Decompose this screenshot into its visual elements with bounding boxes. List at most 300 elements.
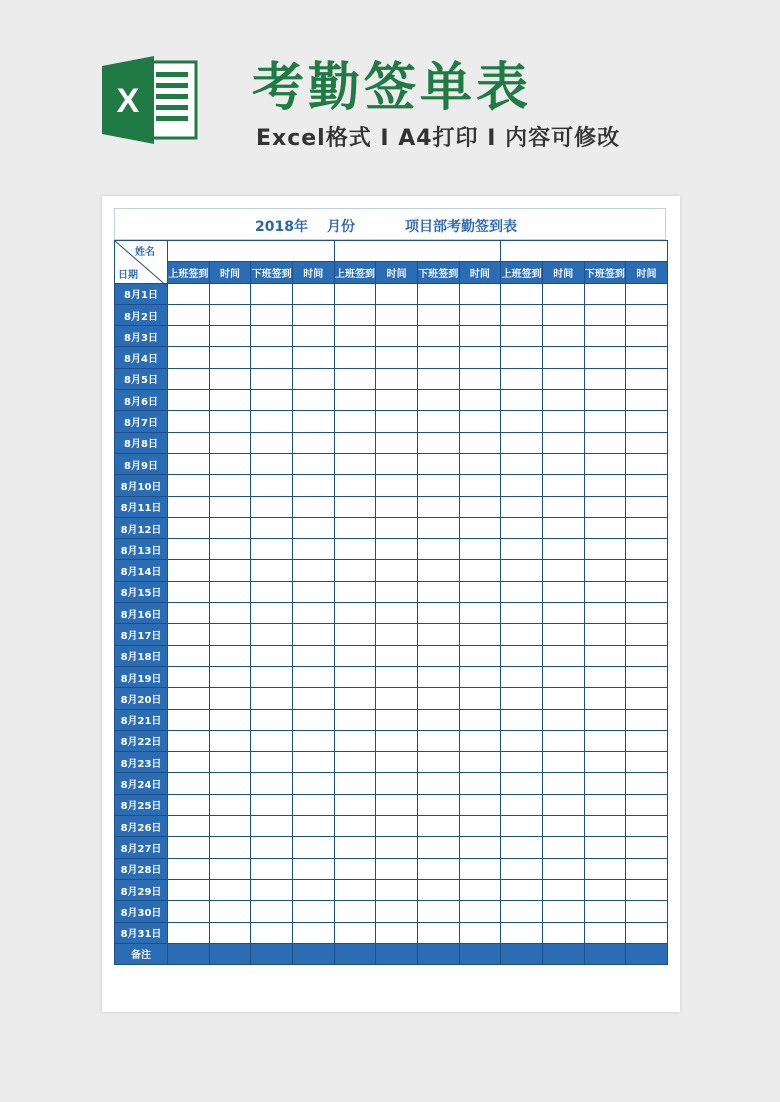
attendance-cell[interactable] [292, 816, 334, 837]
attendance-cell[interactable] [501, 453, 543, 474]
attendance-cell[interactable] [251, 496, 293, 517]
attendance-cell[interactable] [292, 752, 334, 773]
attendance-cell[interactable] [626, 858, 668, 879]
attendance-cell[interactable] [334, 794, 376, 815]
attendance-cell[interactable] [334, 773, 376, 794]
attendance-cell[interactable] [376, 901, 418, 922]
attendance-cell[interactable] [376, 496, 418, 517]
attendance-cell[interactable] [292, 304, 334, 325]
attendance-cell[interactable] [251, 347, 293, 368]
attendance-cell[interactable] [292, 666, 334, 687]
attendance-cell[interactable] [584, 688, 626, 709]
attendance-cell[interactable] [417, 496, 459, 517]
attendance-cell[interactable] [542, 560, 584, 581]
attendance-cell[interactable] [459, 432, 501, 453]
attendance-cell[interactable] [542, 752, 584, 773]
attendance-cell[interactable] [376, 475, 418, 496]
attendance-cell[interactable] [459, 603, 501, 624]
attendance-cell[interactable] [459, 752, 501, 773]
attendance-cell[interactable] [417, 411, 459, 432]
attendance-cell[interactable] [542, 879, 584, 900]
attendance-cell[interactable] [334, 517, 376, 538]
attendance-cell[interactable] [626, 730, 668, 751]
attendance-cell[interactable] [626, 709, 668, 730]
attendance-cell[interactable] [292, 837, 334, 858]
attendance-cell[interactable] [501, 922, 543, 943]
attendance-cell[interactable] [209, 539, 251, 560]
attendance-cell[interactable] [501, 347, 543, 368]
attendance-cell[interactable] [417, 475, 459, 496]
attendance-cell[interactable] [209, 901, 251, 922]
attendance-cell[interactable] [209, 773, 251, 794]
attendance-cell[interactable] [334, 475, 376, 496]
remark-cell[interactable] [542, 943, 584, 964]
attendance-cell[interactable] [209, 432, 251, 453]
attendance-cell[interactable] [459, 347, 501, 368]
attendance-cell[interactable] [626, 879, 668, 900]
attendance-cell[interactable] [168, 283, 210, 304]
attendance-cell[interactable] [626, 390, 668, 411]
attendance-cell[interactable] [584, 901, 626, 922]
attendance-cell[interactable] [542, 283, 584, 304]
attendance-cell[interactable] [542, 730, 584, 751]
attendance-cell[interactable] [168, 581, 210, 602]
attendance-cell[interactable] [209, 879, 251, 900]
attendance-cell[interactable] [501, 539, 543, 560]
attendance-cell[interactable] [417, 560, 459, 581]
attendance-cell[interactable] [334, 326, 376, 347]
attendance-cell[interactable] [501, 816, 543, 837]
attendance-cell[interactable] [209, 347, 251, 368]
attendance-cell[interactable] [459, 901, 501, 922]
attendance-cell[interactable] [292, 283, 334, 304]
attendance-cell[interactable] [584, 730, 626, 751]
attendance-cell[interactable] [334, 560, 376, 581]
attendance-cell[interactable] [584, 603, 626, 624]
attendance-cell[interactable] [542, 624, 584, 645]
attendance-cell[interactable] [376, 390, 418, 411]
attendance-cell[interactable] [417, 390, 459, 411]
attendance-cell[interactable] [417, 539, 459, 560]
employee-name-cell[interactable] [334, 241, 501, 262]
attendance-cell[interactable] [542, 411, 584, 432]
attendance-cell[interactable] [209, 560, 251, 581]
attendance-cell[interactable] [626, 368, 668, 389]
attendance-cell[interactable] [459, 475, 501, 496]
attendance-cell[interactable] [501, 603, 543, 624]
attendance-cell[interactable] [251, 326, 293, 347]
attendance-cell[interactable] [417, 773, 459, 794]
attendance-cell[interactable] [376, 326, 418, 347]
attendance-cell[interactable] [542, 603, 584, 624]
attendance-cell[interactable] [584, 475, 626, 496]
attendance-cell[interactable] [168, 539, 210, 560]
attendance-cell[interactable] [168, 517, 210, 538]
attendance-cell[interactable] [417, 879, 459, 900]
attendance-cell[interactable] [251, 411, 293, 432]
attendance-cell[interactable] [584, 773, 626, 794]
attendance-cell[interactable] [209, 922, 251, 943]
attendance-cell[interactable] [251, 730, 293, 751]
attendance-cell[interactable] [459, 517, 501, 538]
attendance-cell[interactable] [334, 666, 376, 687]
attendance-cell[interactable] [251, 475, 293, 496]
remark-cell[interactable] [334, 943, 376, 964]
attendance-cell[interactable] [417, 816, 459, 837]
attendance-cell[interactable] [376, 709, 418, 730]
attendance-cell[interactable] [334, 304, 376, 325]
attendance-cell[interactable] [251, 645, 293, 666]
attendance-cell[interactable] [251, 688, 293, 709]
attendance-cell[interactable] [417, 922, 459, 943]
remark-cell[interactable] [501, 943, 543, 964]
attendance-cell[interactable] [542, 432, 584, 453]
attendance-cell[interactable] [209, 496, 251, 517]
attendance-cell[interactable] [334, 603, 376, 624]
attendance-cell[interactable] [376, 539, 418, 560]
attendance-cell[interactable] [417, 901, 459, 922]
attendance-cell[interactable] [417, 837, 459, 858]
attendance-cell[interactable] [542, 453, 584, 474]
attendance-cell[interactable] [376, 347, 418, 368]
attendance-cell[interactable] [501, 773, 543, 794]
attendance-cell[interactable] [626, 773, 668, 794]
attendance-cell[interactable] [459, 645, 501, 666]
attendance-cell[interactable] [626, 645, 668, 666]
attendance-cell[interactable] [542, 539, 584, 560]
attendance-cell[interactable] [168, 624, 210, 645]
attendance-cell[interactable] [292, 496, 334, 517]
attendance-cell[interactable] [501, 901, 543, 922]
attendance-cell[interactable] [584, 858, 626, 879]
attendance-cell[interactable] [584, 517, 626, 538]
attendance-cell[interactable] [459, 794, 501, 815]
attendance-cell[interactable] [584, 666, 626, 687]
attendance-cell[interactable] [292, 517, 334, 538]
attendance-cell[interactable] [501, 517, 543, 538]
attendance-cell[interactable] [376, 645, 418, 666]
attendance-cell[interactable] [334, 624, 376, 645]
attendance-cell[interactable] [292, 560, 334, 581]
attendance-cell[interactable] [626, 326, 668, 347]
attendance-cell[interactable] [584, 283, 626, 304]
attendance-cell[interactable] [417, 688, 459, 709]
attendance-cell[interactable] [542, 347, 584, 368]
attendance-cell[interactable] [417, 432, 459, 453]
attendance-cell[interactable] [376, 283, 418, 304]
attendance-cell[interactable] [626, 453, 668, 474]
attendance-cell[interactable] [251, 858, 293, 879]
attendance-cell[interactable] [168, 858, 210, 879]
attendance-cell[interactable] [501, 411, 543, 432]
attendance-cell[interactable] [168, 816, 210, 837]
attendance-cell[interactable] [168, 837, 210, 858]
attendance-cell[interactable] [209, 390, 251, 411]
attendance-cell[interactable] [209, 858, 251, 879]
attendance-cell[interactable] [584, 624, 626, 645]
attendance-cell[interactable] [251, 773, 293, 794]
attendance-cell[interactable] [168, 709, 210, 730]
attendance-cell[interactable] [334, 901, 376, 922]
attendance-cell[interactable] [292, 773, 334, 794]
attendance-cell[interactable] [501, 666, 543, 687]
attendance-cell[interactable] [417, 304, 459, 325]
attendance-cell[interactable] [376, 624, 418, 645]
attendance-cell[interactable] [459, 411, 501, 432]
attendance-cell[interactable] [501, 858, 543, 879]
attendance-cell[interactable] [626, 539, 668, 560]
attendance-cell[interactable] [251, 794, 293, 815]
attendance-cell[interactable] [334, 283, 376, 304]
attendance-cell[interactable] [334, 816, 376, 837]
attendance-cell[interactable] [334, 539, 376, 560]
attendance-cell[interactable] [417, 730, 459, 751]
attendance-cell[interactable] [376, 879, 418, 900]
attendance-cell[interactable] [417, 326, 459, 347]
attendance-cell[interactable] [209, 475, 251, 496]
attendance-cell[interactable] [584, 326, 626, 347]
attendance-cell[interactable] [209, 517, 251, 538]
attendance-cell[interactable] [417, 368, 459, 389]
attendance-cell[interactable] [626, 560, 668, 581]
attendance-cell[interactable] [417, 645, 459, 666]
attendance-cell[interactable] [459, 816, 501, 837]
attendance-cell[interactable] [168, 666, 210, 687]
attendance-cell[interactable] [626, 432, 668, 453]
attendance-cell[interactable] [209, 688, 251, 709]
attendance-cell[interactable] [584, 560, 626, 581]
attendance-cell[interactable] [417, 709, 459, 730]
attendance-cell[interactable] [334, 879, 376, 900]
attendance-cell[interactable] [209, 411, 251, 432]
attendance-cell[interactable] [209, 581, 251, 602]
attendance-cell[interactable] [584, 304, 626, 325]
attendance-cell[interactable] [251, 624, 293, 645]
attendance-cell[interactable] [459, 453, 501, 474]
remark-cell[interactable] [626, 943, 668, 964]
attendance-cell[interactable] [626, 283, 668, 304]
attendance-cell[interactable] [376, 560, 418, 581]
attendance-cell[interactable] [376, 858, 418, 879]
attendance-cell[interactable] [459, 539, 501, 560]
attendance-cell[interactable] [501, 837, 543, 858]
attendance-cell[interactable] [501, 645, 543, 666]
attendance-cell[interactable] [209, 752, 251, 773]
remark-cell[interactable] [168, 943, 210, 964]
attendance-cell[interactable] [209, 624, 251, 645]
attendance-cell[interactable] [251, 432, 293, 453]
attendance-cell[interactable] [626, 496, 668, 517]
attendance-cell[interactable] [501, 283, 543, 304]
attendance-cell[interactable] [417, 517, 459, 538]
attendance-cell[interactable] [501, 432, 543, 453]
attendance-cell[interactable] [168, 752, 210, 773]
attendance-cell[interactable] [292, 709, 334, 730]
attendance-cell[interactable] [626, 411, 668, 432]
attendance-cell[interactable] [459, 730, 501, 751]
attendance-cell[interactable] [334, 453, 376, 474]
attendance-cell[interactable] [542, 475, 584, 496]
attendance-cell[interactable] [542, 858, 584, 879]
attendance-cell[interactable] [292, 368, 334, 389]
attendance-cell[interactable] [251, 539, 293, 560]
attendance-cell[interactable] [292, 539, 334, 560]
attendance-cell[interactable] [417, 347, 459, 368]
attendance-cell[interactable] [459, 283, 501, 304]
attendance-cell[interactable] [584, 453, 626, 474]
attendance-cell[interactable] [459, 858, 501, 879]
attendance-cell[interactable] [584, 922, 626, 943]
attendance-cell[interactable] [376, 517, 418, 538]
attendance-cell[interactable] [542, 304, 584, 325]
attendance-cell[interactable] [168, 390, 210, 411]
attendance-cell[interactable] [501, 496, 543, 517]
attendance-cell[interactable] [334, 645, 376, 666]
attendance-cell[interactable] [376, 453, 418, 474]
attendance-cell[interactable] [417, 283, 459, 304]
attendance-cell[interactable] [334, 837, 376, 858]
attendance-cell[interactable] [376, 411, 418, 432]
attendance-cell[interactable] [376, 837, 418, 858]
attendance-cell[interactable] [376, 666, 418, 687]
attendance-cell[interactable] [209, 453, 251, 474]
attendance-cell[interactable] [376, 603, 418, 624]
attendance-cell[interactable] [417, 624, 459, 645]
attendance-cell[interactable] [251, 453, 293, 474]
attendance-cell[interactable] [168, 496, 210, 517]
attendance-cell[interactable] [626, 816, 668, 837]
attendance-cell[interactable] [168, 432, 210, 453]
attendance-cell[interactable] [417, 666, 459, 687]
attendance-cell[interactable] [542, 496, 584, 517]
attendance-cell[interactable] [168, 922, 210, 943]
attendance-cell[interactable] [168, 326, 210, 347]
attendance-cell[interactable] [168, 304, 210, 325]
attendance-cell[interactable] [334, 411, 376, 432]
attendance-cell[interactable] [584, 390, 626, 411]
attendance-cell[interactable] [292, 432, 334, 453]
attendance-cell[interactable] [459, 666, 501, 687]
attendance-cell[interactable] [542, 922, 584, 943]
attendance-cell[interactable] [292, 581, 334, 602]
attendance-cell[interactable] [459, 326, 501, 347]
attendance-cell[interactable] [334, 752, 376, 773]
remark-cell[interactable] [417, 943, 459, 964]
remark-cell[interactable] [376, 943, 418, 964]
attendance-cell[interactable] [251, 901, 293, 922]
attendance-cell[interactable] [626, 752, 668, 773]
attendance-cell[interactable] [542, 901, 584, 922]
attendance-cell[interactable] [251, 304, 293, 325]
attendance-cell[interactable] [376, 794, 418, 815]
attendance-cell[interactable] [168, 730, 210, 751]
attendance-cell[interactable] [334, 709, 376, 730]
attendance-cell[interactable] [292, 624, 334, 645]
attendance-cell[interactable] [542, 517, 584, 538]
attendance-cell[interactable] [501, 581, 543, 602]
attendance-cell[interactable] [542, 773, 584, 794]
attendance-cell[interactable] [168, 475, 210, 496]
attendance-cell[interactable] [542, 368, 584, 389]
attendance-cell[interactable] [459, 709, 501, 730]
attendance-cell[interactable] [626, 794, 668, 815]
attendance-cell[interactable] [542, 816, 584, 837]
attendance-cell[interactable] [292, 645, 334, 666]
employee-name-cell[interactable] [168, 241, 335, 262]
attendance-cell[interactable] [501, 368, 543, 389]
attendance-cell[interactable] [584, 411, 626, 432]
attendance-cell[interactable] [459, 922, 501, 943]
attendance-cell[interactable] [334, 858, 376, 879]
attendance-cell[interactable] [501, 304, 543, 325]
attendance-cell[interactable] [542, 837, 584, 858]
attendance-cell[interactable] [542, 688, 584, 709]
attendance-cell[interactable] [626, 347, 668, 368]
attendance-cell[interactable] [459, 581, 501, 602]
attendance-cell[interactable] [292, 794, 334, 815]
attendance-cell[interactable] [251, 922, 293, 943]
attendance-cell[interactable] [251, 390, 293, 411]
attendance-cell[interactable] [168, 368, 210, 389]
attendance-cell[interactable] [501, 752, 543, 773]
attendance-cell[interactable] [501, 794, 543, 815]
attendance-cell[interactable] [251, 368, 293, 389]
attendance-cell[interactable] [334, 496, 376, 517]
attendance-cell[interactable] [334, 390, 376, 411]
attendance-cell[interactable] [168, 794, 210, 815]
attendance-cell[interactable] [168, 560, 210, 581]
attendance-cell[interactable] [501, 326, 543, 347]
attendance-cell[interactable] [251, 879, 293, 900]
attendance-cell[interactable] [542, 666, 584, 687]
attendance-cell[interactable] [292, 326, 334, 347]
attendance-cell[interactable] [584, 879, 626, 900]
attendance-cell[interactable] [376, 368, 418, 389]
attendance-cell[interactable] [584, 432, 626, 453]
attendance-cell[interactable] [168, 688, 210, 709]
attendance-cell[interactable] [626, 901, 668, 922]
attendance-cell[interactable] [292, 901, 334, 922]
employee-name-cell[interactable] [501, 241, 668, 262]
attendance-cell[interactable] [209, 666, 251, 687]
attendance-cell[interactable] [292, 879, 334, 900]
attendance-cell[interactable] [542, 581, 584, 602]
attendance-cell[interactable] [209, 368, 251, 389]
attendance-cell[interactable] [584, 837, 626, 858]
attendance-cell[interactable] [459, 688, 501, 709]
attendance-cell[interactable] [334, 922, 376, 943]
attendance-cell[interactable] [292, 411, 334, 432]
attendance-cell[interactable] [376, 581, 418, 602]
attendance-cell[interactable] [626, 688, 668, 709]
remark-cell[interactable] [251, 943, 293, 964]
attendance-cell[interactable] [251, 752, 293, 773]
attendance-cell[interactable] [292, 603, 334, 624]
attendance-cell[interactable] [251, 581, 293, 602]
attendance-cell[interactable] [376, 730, 418, 751]
attendance-cell[interactable] [626, 624, 668, 645]
attendance-cell[interactable] [334, 581, 376, 602]
attendance-cell[interactable] [501, 624, 543, 645]
attendance-cell[interactable] [584, 368, 626, 389]
attendance-cell[interactable] [626, 475, 668, 496]
remark-cell[interactable] [209, 943, 251, 964]
attendance-cell[interactable] [501, 560, 543, 581]
attendance-cell[interactable] [251, 709, 293, 730]
attendance-cell[interactable] [334, 688, 376, 709]
attendance-cell[interactable] [584, 347, 626, 368]
attendance-cell[interactable] [251, 837, 293, 858]
